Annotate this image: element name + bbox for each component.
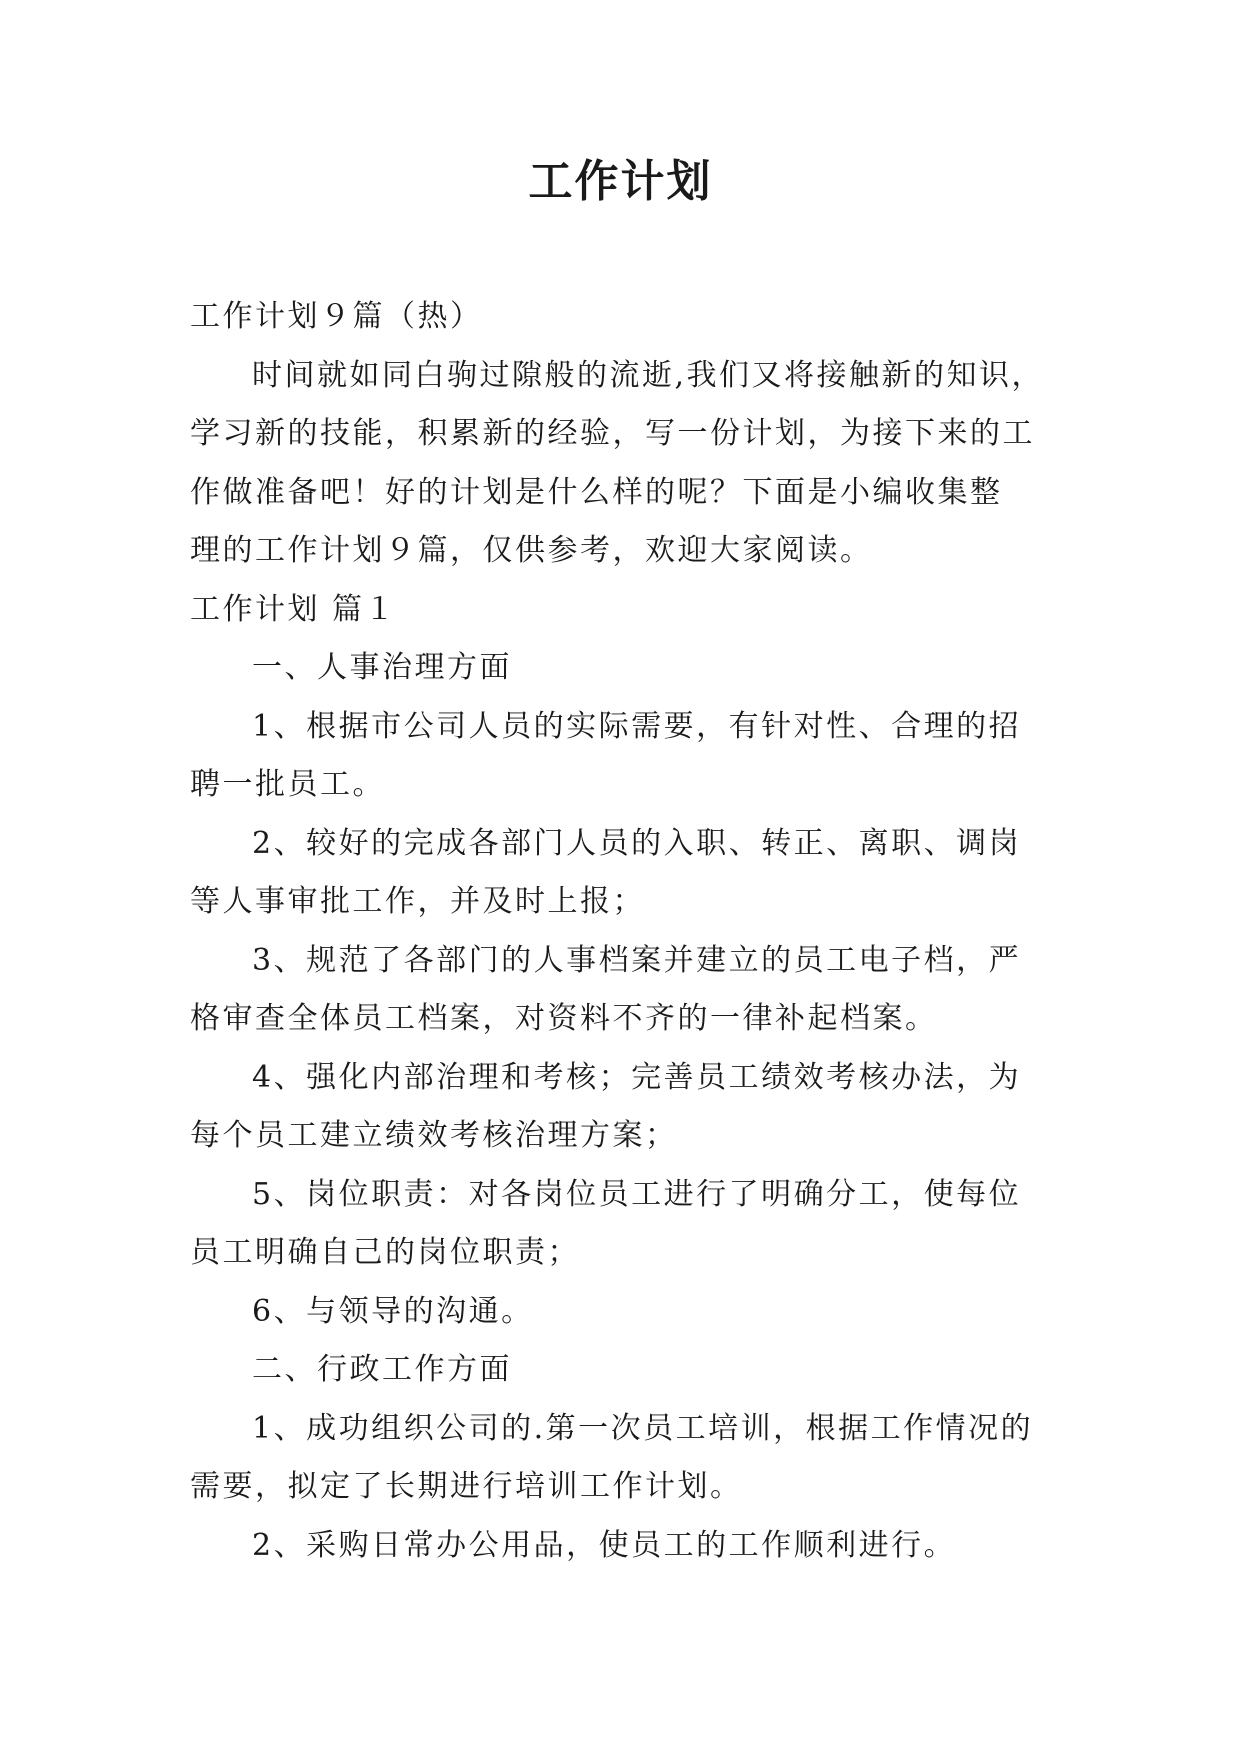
text-line: 需要，拟定了长期进行培训工作计划。 xyxy=(190,1469,743,1504)
text-line: 理的工作计划９篇，仅供参考，欢迎大家阅读。 xyxy=(190,533,873,568)
text-line: 一、人事治理方面 xyxy=(252,650,512,685)
text-line: 5、岗位职责：对各岗位员工进行了明确分工，使每位 xyxy=(252,1176,1022,1212)
text-line: 等人事审批工作，并及时上报； xyxy=(190,884,645,919)
text-line: 3、规范了各部门的人事档案并建立的员工电子档，严 xyxy=(252,942,1022,978)
document-title: 工作计划 xyxy=(528,156,713,207)
text-line: 1、成功组织公司的.第一次员工培训，根据工作情况的 xyxy=(252,1410,1034,1446)
text-line: 工作计划９篇（热） xyxy=(190,299,483,334)
text-line: 4、强化内部治理和考核；完善员工绩效考核办法，为 xyxy=(252,1059,1022,1095)
text-line: 2、较好的完成各部门人员的入职、转正、离职、调岗 xyxy=(252,825,1022,861)
text-line: 2、采购日常办公用品，使员工的工作顺利进行。 xyxy=(252,1527,957,1563)
document-body xyxy=(190,288,1052,1575)
text-line: 作做准备吧！好的计划是什么样的呢？下面是小编收集整 xyxy=(190,474,1003,510)
text-line: 6、与领导的沟通。 xyxy=(252,1293,534,1329)
text-line: 时间就如同白驹过隙般的流逝,我们又将接触新的知识， xyxy=(252,357,1045,393)
text-line: 二、行政工作方面 xyxy=(252,1352,512,1387)
text-line: 1、根据市公司人员的实际需要，有针对性、合理的招 xyxy=(252,708,1022,744)
text-line: 工作计划 篇１ xyxy=(190,591,398,627)
text-line: 每个员工建立绩效考核治理方案； xyxy=(190,1118,678,1153)
text-line: 格审查全体员工档案，对资料不齐的一律补起档案。 xyxy=(190,1001,938,1036)
text-line: 员工明确自己的岗位职责； xyxy=(190,1235,580,1270)
text-line: 聘一批员工。 xyxy=(190,767,385,802)
text-line: 学习新的技能，积累新的经验，写一份计划，为接下来的工 xyxy=(190,416,1035,451)
